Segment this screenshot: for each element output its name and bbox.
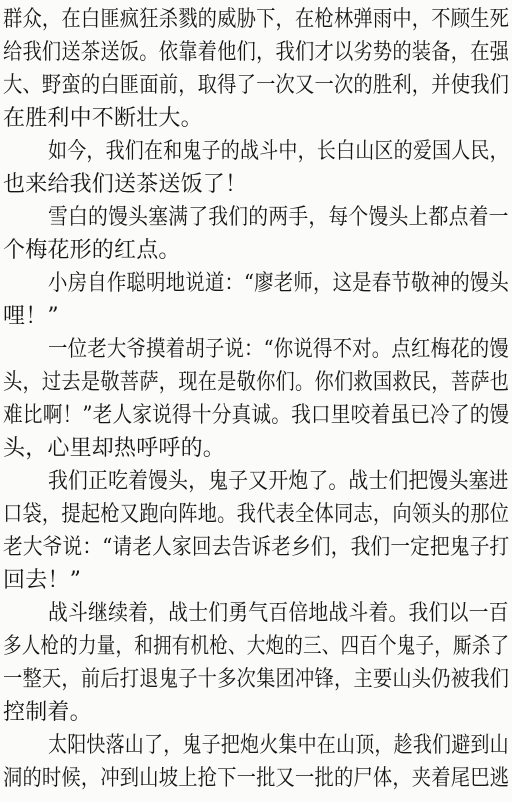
text-line-6: 也来给我们送茶送饭了！	[3, 172, 248, 197]
text-line-16: 口袋，提起枪又跑向阵地。我代表全体同志，向领头的那位	[3, 502, 510, 527]
text-line-24: 洞的时候，冲到山坡上抢下一批又一批的尸体，夹着尾巴逃	[3, 766, 510, 791]
text-line-21: 一整天，前后打退鬼子十多次集团冲锋，主要山头仍被我们	[3, 667, 510, 692]
text-line-17: 老大爷说：“请老人家回去告诉老乡们，我们一定把鬼子打	[3, 535, 510, 560]
text-line-18: 回去！”	[3, 568, 82, 593]
text-line-1: 群众，在白匪疯狂杀戮的威胁下，在枪林弹雨中，不顾生死	[3, 7, 510, 32]
text-line-14: 头，心里却热呼呼的。	[3, 436, 226, 461]
text-line-11: 一位老大爷摸着胡子说：“你说得不对。点红梅花的馒	[48, 337, 510, 362]
text-line-10: 哩！”	[3, 304, 59, 329]
text-line-9: 小房自作聪明地说道：“廖老师，这是春节敬神的馒头	[48, 271, 510, 296]
text-line-5: 如今，我们在和鬼子的战斗中，长白山区的爱国人民，	[48, 139, 509, 164]
text-line-4: 在胜利中不断壮大。	[3, 106, 203, 131]
text-line-20: 多人枪的力量，和拥有机枪、大炮的三、四百个鬼子，厮杀了	[3, 634, 510, 659]
text-line-19: 战斗继续着，战士们勇气百倍地战斗着。我们以一百	[48, 601, 509, 626]
text-line-23: 太阳快落山了，鬼子把炮火集中在山顶，趁我们避到山	[48, 733, 509, 758]
text-line-3: 大、野蛮的白匪面前，取得了一次又一次的胜利，并使我们	[3, 73, 510, 98]
text-line-7: 雪白的馒头塞满了我们的两手，每个馒头上都点着一	[48, 205, 509, 230]
text-line-12: 头，过去是敬菩萨，现在是敬你们。你们救国救民，菩萨也	[3, 370, 510, 395]
text-line-8: 个梅花形的红点。	[3, 238, 181, 263]
text-line-13: 难比啊！”老人家说得十分真诚。我口里咬着虽已冷了的馒	[3, 403, 510, 428]
text-line-2: 给我们送茶送饭。依靠着他们，我们才以劣势的装备，在强	[3, 40, 510, 65]
text-line-22: 控制着。	[3, 700, 92, 725]
text-line-15: 我们正吃着馒头，鬼子又开炮了。战士们把馒头塞进	[48, 469, 509, 494]
